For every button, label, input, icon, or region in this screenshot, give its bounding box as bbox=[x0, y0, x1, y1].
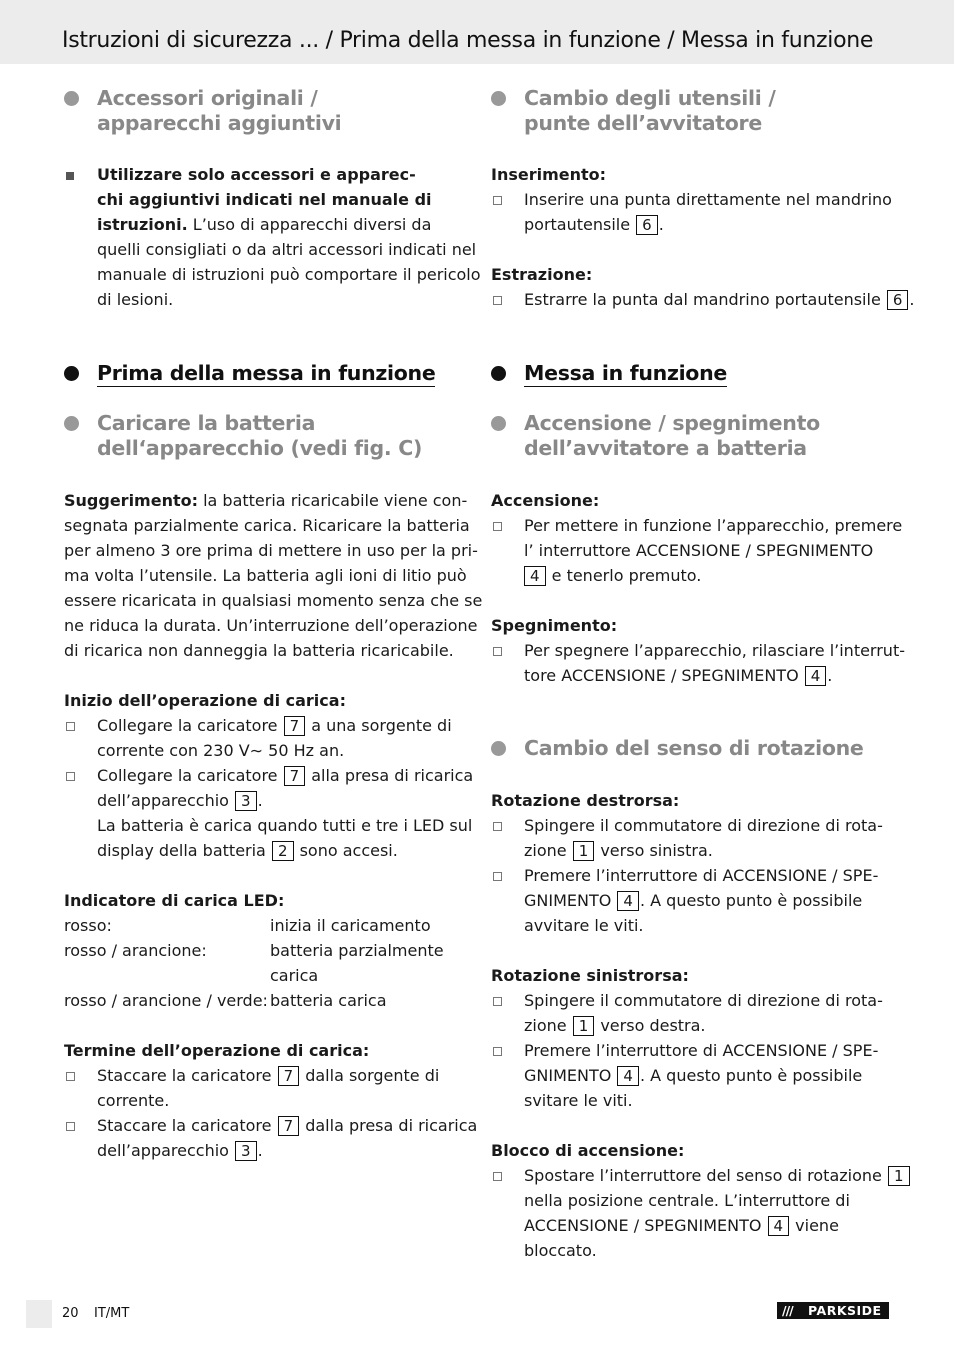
bullet-icon bbox=[493, 872, 502, 881]
text-line bbox=[97, 1113, 477, 1138]
text-line bbox=[97, 1063, 439, 1088]
bullet-icon bbox=[493, 647, 502, 656]
ref-number: 1 bbox=[573, 841, 595, 861]
page-title: Istruzioni di sicurezza ... / Prima della messa in funzione / Messa in funzione bbox=[62, 28, 874, 53]
ref-number: 4 bbox=[524, 566, 546, 586]
led-value: batteria carica bbox=[270, 991, 387, 1010]
subheading: Inizio dell’operazione di carica: bbox=[64, 691, 346, 710]
text-line: corrente con 230 V∼ 50 Hz an. bbox=[97, 741, 345, 760]
led-value: batteria parzialmente bbox=[270, 941, 444, 960]
text: zione bbox=[524, 841, 572, 860]
title-line: dell’avvitatore a batteria bbox=[524, 436, 807, 460]
bullet-icon bbox=[493, 1047, 502, 1056]
brand-name: PARKSIDE bbox=[808, 1303, 882, 1318]
text-line bbox=[524, 563, 701, 588]
text: . bbox=[909, 290, 915, 309]
text: alla presa di ricarica bbox=[306, 766, 474, 785]
section-title-rotazione: Cambio del senso di rotazione bbox=[524, 736, 864, 760]
page-header bbox=[0, 0, 954, 64]
text-line bbox=[524, 888, 862, 913]
bullet-icon bbox=[493, 296, 502, 305]
text: verso destra. bbox=[595, 1016, 706, 1035]
text-line: di lesioni. bbox=[97, 290, 174, 309]
text-line: quelli consigliati o da altri accessori indicati nel bbox=[97, 240, 477, 259]
section-title-prima: Prima della messa in funzione bbox=[97, 361, 436, 385]
section-bullet-icon bbox=[64, 91, 79, 106]
bullet-icon bbox=[66, 1122, 75, 1131]
text-line bbox=[97, 713, 452, 738]
text-line: Premere l’interruttore di ACCENSIONE / SPE- bbox=[524, 866, 879, 885]
text-line bbox=[524, 1063, 862, 1088]
text-line: Utilizzare solo accessori e apparec- bbox=[97, 165, 416, 184]
ref-number: 4 bbox=[617, 1066, 639, 1086]
text-line: chi aggiuntivi indicati nel manuale di bbox=[97, 190, 432, 209]
text-line: avvitare le viti. bbox=[524, 916, 644, 935]
text: dalla sorgente di bbox=[300, 1066, 440, 1085]
bullet-icon bbox=[493, 822, 502, 831]
text-line: Spingere il commutatore di direzione di rota- bbox=[524, 991, 883, 1010]
text-line: ma volta l’utensile. La batteria agli ioni di litio può bbox=[64, 566, 467, 585]
text-line: essere ricaricata in qualsiasi momento senza che se bbox=[64, 591, 483, 610]
ref-number: 7 bbox=[284, 716, 306, 736]
ref-number: 1 bbox=[888, 1166, 910, 1186]
language-code: IT/MT bbox=[94, 1306, 130, 1321]
bullet-icon bbox=[66, 772, 75, 781]
text: L’uso di apparecchi diversi da bbox=[187, 215, 432, 234]
text: dell’apparecchio bbox=[97, 1141, 235, 1160]
text: . bbox=[827, 666, 833, 685]
ref-number: 4 bbox=[805, 666, 827, 686]
text-line: segnata parzialmente carica. Ricaricare la batteria bbox=[64, 516, 470, 535]
section-title-caricare bbox=[97, 411, 422, 461]
text-line: manuale di istruzioni può comportare il pericolo bbox=[97, 265, 481, 284]
section-bullet-icon bbox=[64, 366, 79, 381]
section-title-cambio-utensili bbox=[524, 86, 776, 136]
led-value: carica bbox=[270, 966, 319, 985]
section-title-accensione bbox=[524, 411, 820, 461]
text-line bbox=[97, 212, 431, 237]
text: . A questo punto è possibile bbox=[639, 891, 863, 910]
bold-text: istruzioni. bbox=[97, 215, 188, 234]
bold-text: Suggerimento: bbox=[64, 491, 198, 510]
section-title-accessori bbox=[97, 86, 341, 136]
text-line: Per mettere in funzione l’apparecchio, premere bbox=[524, 516, 903, 535]
text: . bbox=[658, 215, 664, 234]
text: e tenerlo premuto. bbox=[546, 566, 702, 585]
ref-number: 4 bbox=[768, 1216, 790, 1236]
subheading: Spegnimento: bbox=[491, 616, 618, 635]
square-bullet-icon bbox=[66, 172, 74, 180]
bullet-icon bbox=[493, 522, 502, 531]
subheading: Accensione: bbox=[491, 491, 600, 510]
subheading: Rotazione sinistrorsa: bbox=[491, 966, 689, 985]
text-line bbox=[524, 1213, 839, 1238]
title-line: dell‘apparecchio (vedi fig. C) bbox=[97, 436, 423, 460]
text-line bbox=[524, 212, 664, 237]
text-line: bloccato. bbox=[524, 1241, 597, 1260]
text-line bbox=[524, 1163, 911, 1188]
subheading: Blocco di accensione: bbox=[491, 1141, 685, 1160]
bullet-icon bbox=[66, 1072, 75, 1081]
text-line bbox=[97, 1138, 263, 1163]
title-line: punte dell’avvitatore bbox=[524, 111, 762, 135]
title-line: apparecchi aggiuntivi bbox=[97, 111, 342, 135]
section-bullet-icon bbox=[491, 91, 506, 106]
text-line: di ricarica non danneggia la batteria ricaricabile. bbox=[64, 641, 454, 660]
text: Staccare la caricatore bbox=[97, 1066, 277, 1085]
bullet-icon bbox=[493, 196, 502, 205]
text: sono accesi. bbox=[294, 841, 398, 860]
text: zione bbox=[524, 1016, 572, 1035]
section-title-messa: Messa in funzione bbox=[524, 361, 727, 385]
section-bullet-icon bbox=[491, 416, 506, 431]
bullet-icon bbox=[493, 997, 502, 1006]
text-line: Inserire una punta direttamente nel mandrino bbox=[524, 190, 892, 209]
text: GNIMENTO bbox=[524, 1066, 617, 1085]
ref-number: 3 bbox=[235, 1141, 257, 1161]
ref-number: 7 bbox=[278, 1066, 300, 1086]
text: Collegare la caricatore bbox=[97, 766, 283, 785]
ref-number: 4 bbox=[617, 891, 639, 911]
section-bullet-icon bbox=[491, 366, 506, 381]
text: ACCENSIONE / SPEGNIMENTO bbox=[524, 1216, 767, 1235]
subheading: Indicatore di carica LED: bbox=[64, 891, 285, 910]
ref-number: 6 bbox=[636, 215, 658, 235]
text-line bbox=[524, 287, 915, 312]
bullet-icon bbox=[493, 1172, 502, 1181]
text: Staccare la caricatore bbox=[97, 1116, 277, 1135]
text-line: La batteria è carica quando tutti e tre i LED sul bbox=[97, 816, 473, 835]
text-line bbox=[97, 788, 263, 813]
text: Spostare l’interruttore del senso di rotazione bbox=[524, 1166, 887, 1185]
subheading: Rotazione destrorsa: bbox=[491, 791, 680, 810]
text: GNIMENTO bbox=[524, 891, 617, 910]
text: dalla presa di ricarica bbox=[300, 1116, 478, 1135]
section-bullet-icon bbox=[491, 741, 506, 756]
text: Estrarre la punta dal mandrino portautensile bbox=[524, 290, 886, 309]
subheading: Inserimento: bbox=[491, 165, 607, 184]
text-line: Premere l’interruttore di ACCENSIONE / SPE- bbox=[524, 1041, 879, 1060]
ref-number: 3 bbox=[235, 791, 257, 811]
title-line: Accensione / spegnimento bbox=[524, 411, 820, 435]
led-label: rosso: bbox=[64, 916, 112, 935]
text-line: Spingere il commutatore di direzione di rota- bbox=[524, 816, 883, 835]
footer-marker bbox=[26, 1300, 52, 1328]
text-line bbox=[97, 838, 398, 863]
text-line: ne riduca la durata. Un’interruzione dell’operazione bbox=[64, 616, 478, 635]
page-number: 20 bbox=[62, 1306, 79, 1321]
ref-number: 6 bbox=[887, 290, 909, 310]
led-label: rosso / arancione: bbox=[64, 941, 207, 960]
ref-number: 7 bbox=[278, 1116, 300, 1136]
led-value: inizia il caricamento bbox=[270, 916, 431, 935]
bullet-icon bbox=[66, 722, 75, 731]
text: dell’apparecchio bbox=[97, 791, 235, 810]
text: a una sorgente di bbox=[306, 716, 452, 735]
text: tore ACCENSIONE / SPEGNIMENTO bbox=[524, 666, 804, 685]
text: viene bbox=[790, 1216, 839, 1235]
brand-logo bbox=[777, 1302, 889, 1319]
text-line: l’ interruttore ACCENSIONE / SPEGNIMENTO bbox=[524, 541, 874, 560]
ref-number: 7 bbox=[284, 766, 306, 786]
subheading: Estrazione: bbox=[491, 265, 593, 284]
title-line: Accessori originali / bbox=[97, 86, 318, 110]
text-line bbox=[524, 663, 832, 688]
brand-slashes: /// bbox=[782, 1303, 793, 1318]
text-line bbox=[97, 763, 473, 788]
text: display della batteria bbox=[97, 841, 271, 860]
text-line: corrente. bbox=[97, 1091, 170, 1110]
text: . bbox=[257, 791, 263, 810]
led-label: rosso / arancione / verde: bbox=[64, 991, 268, 1010]
text: Collegare la caricatore bbox=[97, 716, 283, 735]
section-bullet-icon bbox=[64, 416, 79, 431]
text-line: per almeno 3 ore prima di mettere in uso per la pri- bbox=[64, 541, 478, 560]
text: . bbox=[257, 1141, 263, 1160]
text-line: svitare le viti. bbox=[524, 1091, 633, 1110]
text-line: nella posizione centrale. L’interruttore di bbox=[524, 1191, 850, 1210]
text: la batteria ricaricabile viene con- bbox=[198, 491, 468, 510]
text-line bbox=[524, 838, 713, 863]
ref-number: 2 bbox=[272, 841, 294, 861]
text: portautensile bbox=[524, 215, 636, 234]
text-line bbox=[64, 488, 467, 513]
text: . A questo punto è possibile bbox=[639, 1066, 863, 1085]
ref-number: 1 bbox=[573, 1016, 595, 1036]
title-line: Cambio degli utensili / bbox=[524, 86, 776, 110]
text: verso sinistra. bbox=[595, 841, 713, 860]
text-line: Per spegnere l’apparecchio, rilasciare l’interrut- bbox=[524, 641, 905, 660]
subheading: Termine dell’operazione di carica: bbox=[64, 1041, 370, 1060]
title-line: Caricare la batteria bbox=[97, 411, 316, 435]
text-line bbox=[524, 1013, 706, 1038]
